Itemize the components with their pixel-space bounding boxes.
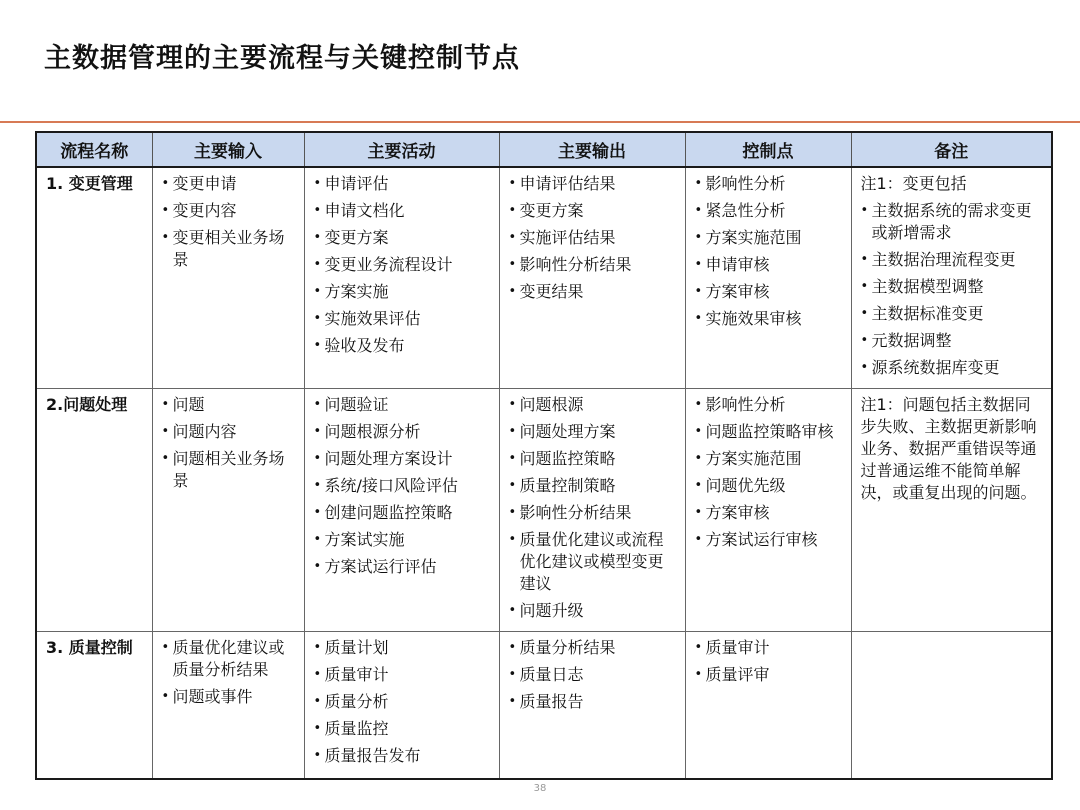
header-remarks: 备注 [851, 132, 1052, 167]
activities-cell [304, 632, 499, 779]
control-item: • 方案实施范围 [695, 227, 843, 249]
header-process-name: 流程名称 [36, 132, 152, 167]
table-row [36, 167, 1052, 389]
remarks-cell [851, 389, 1052, 632]
output-item: • 问题处理方案 [509, 421, 677, 443]
output-item: • 质量控制策略 [509, 475, 677, 497]
process-table [35, 131, 1053, 780]
remarks-item: • 主数据标准变更 [861, 303, 1044, 325]
input-item: • 质量优化建议或质量分析结果 [162, 637, 296, 681]
output-item: • 申请评估结果 [509, 173, 677, 195]
outputs-list [509, 637, 677, 713]
output-item: • 质量日志 [509, 664, 677, 686]
activity-item: • 质量审计 [314, 664, 491, 686]
control-item: • 质量审计 [695, 637, 843, 659]
activity-item: • 方案试实施 [314, 529, 491, 551]
inputs-list [162, 394, 296, 492]
control-item: • 实施效果审核 [695, 308, 843, 330]
control-item: • 方案试运行审核 [695, 529, 843, 551]
inputs-list [162, 637, 296, 708]
activity-item: • 质量计划 [314, 637, 491, 659]
control-item: • 问题监控策略审核 [695, 421, 843, 443]
activity-item: • 申请评估 [314, 173, 491, 195]
controls-cell [685, 167, 851, 389]
activity-item: • 验收及发布 [314, 335, 491, 357]
header-main-activity: 主要活动 [304, 132, 499, 167]
activity-item: • 质量报告发布 [314, 745, 491, 767]
output-item: • 影响性分析结果 [509, 502, 677, 524]
inputs-list [162, 173, 296, 271]
table-body [36, 167, 1052, 779]
activity-item: • 变更业务流程设计 [314, 254, 491, 276]
process-name-cell: 3. 质量控制 [36, 632, 152, 779]
control-item: • 方案审核 [695, 281, 843, 303]
controls-cell [685, 632, 851, 779]
outputs-list [509, 394, 677, 622]
input-item: • 问题内容 [162, 421, 296, 443]
header-main-output: 主要输出 [499, 132, 685, 167]
output-item: • 质量分析结果 [509, 637, 677, 659]
activities-cell [304, 389, 499, 632]
output-item: • 变更方案 [509, 200, 677, 222]
process-name-cell: 1. 变更管理 [36, 167, 152, 389]
activity-item: • 变更方案 [314, 227, 491, 249]
control-item: • 申请审核 [695, 254, 843, 276]
output-item: • 问题升级 [509, 600, 677, 622]
output-item: • 质量报告 [509, 691, 677, 713]
controls-list [695, 637, 843, 686]
remarks-cell [851, 167, 1052, 389]
activity-item: • 问题验证 [314, 394, 491, 416]
remarks-list [861, 200, 1044, 379]
output-item: • 问题根源 [509, 394, 677, 416]
control-item: • 紧急性分析 [695, 200, 843, 222]
table-header-row [36, 132, 1052, 167]
remarks-text: 注1：问题包括主数据同步失败、主数据更新影响业务、数据严重错误等通过普通运维不能简单解决，或重复出现的问题。 [860, 395, 1037, 502]
remarks-item: • 主数据治理流程变更 [861, 249, 1044, 271]
output-item: • 实施评估结果 [509, 227, 677, 249]
table-row [36, 632, 1052, 779]
remarks-item: • 主数据系统的需求变更或新增需求 [861, 200, 1044, 244]
activities-list [314, 173, 491, 357]
outputs-cell [499, 389, 685, 632]
header-main-input: 主要输入 [152, 132, 304, 167]
inputs-cell [152, 167, 304, 389]
remarks-text: 注1：变更包括 [860, 174, 967, 193]
input-item: • 变更申请 [162, 173, 296, 195]
activities-list [314, 637, 491, 767]
activity-item: • 方案试运行评估 [314, 556, 491, 578]
outputs-cell [499, 632, 685, 779]
activities-list [314, 394, 491, 578]
controls-cell [685, 389, 851, 632]
activity-item: • 问题根源分析 [314, 421, 491, 443]
input-item: • 变更相关业务场景 [162, 227, 296, 271]
output-item: • 质量优化建议或流程优化建议或模型变更建议 [509, 529, 677, 595]
header-control-point: 控制点 [685, 132, 851, 167]
control-item: • 质量评审 [695, 664, 843, 686]
controls-list [695, 394, 843, 551]
input-item: • 问题或事件 [162, 686, 296, 708]
remarks-item: • 源系统数据库变更 [861, 357, 1044, 379]
inputs-cell [152, 389, 304, 632]
inputs-cell [152, 632, 304, 779]
page-number: 38 [533, 783, 547, 794]
activity-item: • 方案实施 [314, 281, 491, 303]
output-item: • 问题监控策略 [509, 448, 677, 470]
outputs-list [509, 173, 677, 303]
activity-item: • 问题处理方案设计 [314, 448, 491, 470]
control-item: • 影响性分析 [695, 173, 843, 195]
remarks-item: • 主数据模型调整 [861, 276, 1044, 298]
slide-title: 主数据管理的主要流程与关键控制节点 [44, 43, 520, 74]
input-item: • 变更内容 [162, 200, 296, 222]
control-item: • 方案审核 [695, 502, 843, 524]
controls-list [695, 173, 843, 330]
remarks-item: • 元数据调整 [861, 330, 1044, 352]
activity-item: • 实施效果评估 [314, 308, 491, 330]
activities-cell [304, 167, 499, 389]
output-item: • 影响性分析结果 [509, 254, 677, 276]
activity-item: • 系统/接口风险评估 [314, 475, 491, 497]
activity-item: • 质量监控 [314, 718, 491, 740]
title-divider [0, 121, 1080, 123]
activity-item: • 质量分析 [314, 691, 491, 713]
input-item: • 问题 [162, 394, 296, 416]
outputs-cell [499, 167, 685, 389]
process-name-cell: 2.问题处理 [36, 389, 152, 632]
activity-item: • 申请文档化 [314, 200, 491, 222]
control-item: • 问题优先级 [695, 475, 843, 497]
control-item: • 方案实施范围 [695, 448, 843, 470]
control-item: • 影响性分析 [695, 394, 843, 416]
output-item: • 变更结果 [509, 281, 677, 303]
table-row [36, 389, 1052, 632]
remarks-cell [851, 632, 1052, 779]
activity-item: • 创建问题监控策略 [314, 502, 491, 524]
input-item: • 问题相关业务场景 [162, 448, 296, 492]
